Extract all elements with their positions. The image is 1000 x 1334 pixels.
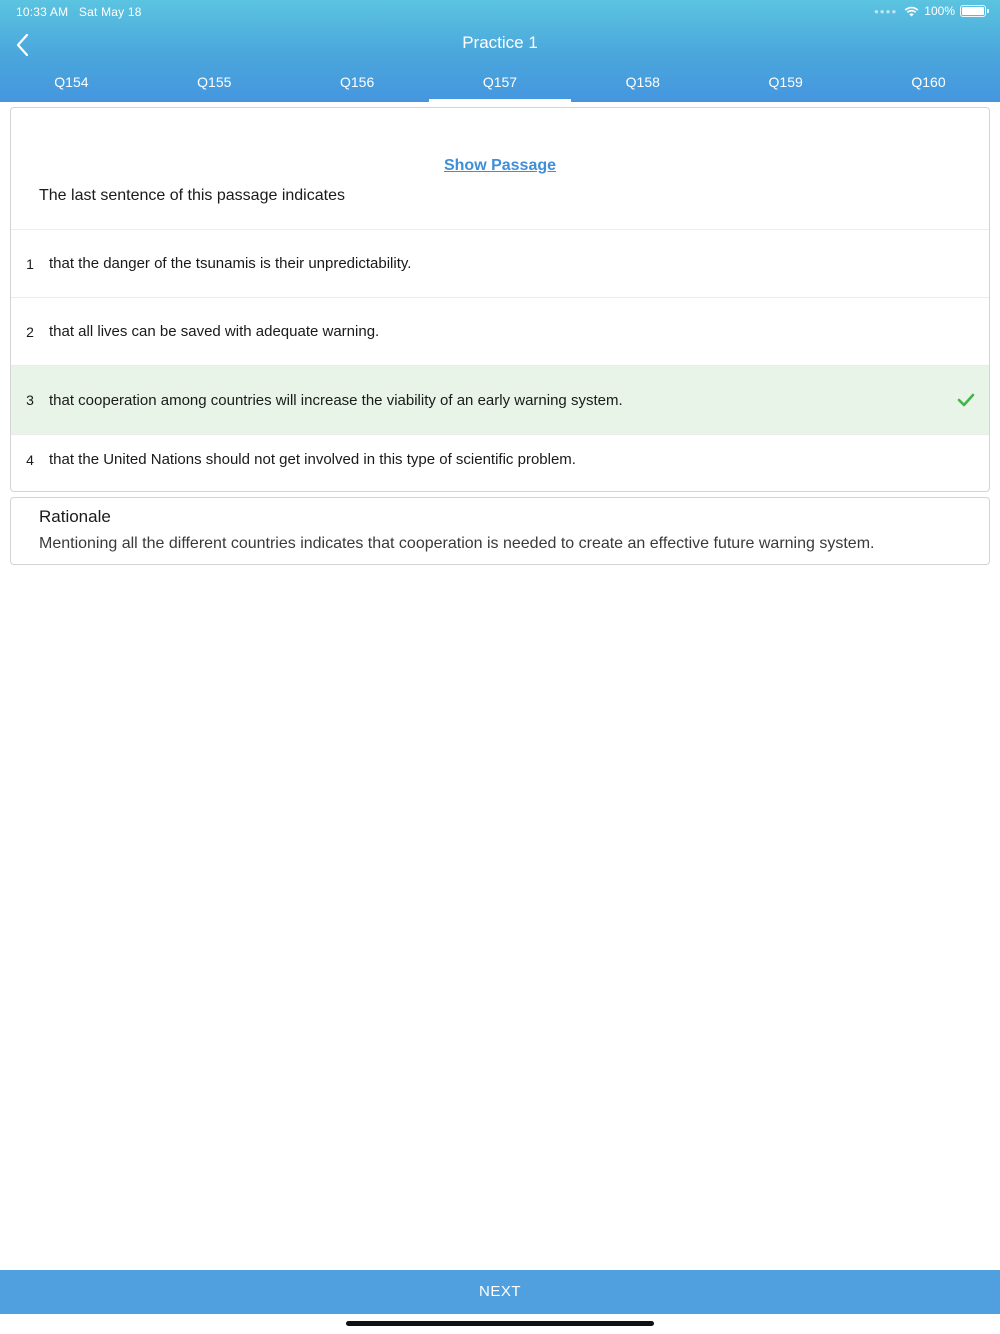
status-time: 10:33 AM [16,5,69,19]
option-text: that the United Nations should not get involved in this type of scientific problem. [49,451,576,468]
next-button[interactable]: NEXT [0,1270,1000,1314]
option-number: 2 [26,323,34,340]
wifi-icon [904,6,919,17]
show-passage-row [11,157,989,175]
tab-q160[interactable]: Q160 [911,74,946,90]
option-number: 4 [26,451,34,468]
page-title: Practice 1 [462,33,538,52]
option-text: that all lives can be saved with adequate warning. [49,323,380,340]
option-text: that cooperation among countries will increase the viability of an early warning system. [49,391,623,409]
rationale-card [10,497,990,565]
header-bar [0,0,1000,102]
checkmark-icon [957,393,975,407]
tab-q156[interactable]: Q156 [339,74,375,90]
option-text: that the danger of the tsunamis is their unpredictability. [49,255,412,272]
tab-q158[interactable]: Q158 [625,74,660,90]
rationale-title: Rationale [39,507,111,526]
status-bar-right [874,4,986,18]
answer-option-2[interactable] [11,297,989,365]
question-stem: The last sentence of this passage indicates [39,187,345,204]
battery-icon [960,5,986,17]
option-number: 1 [26,255,34,272]
rationale-text: Mentioning all the different countries indicates that cooperation is needed to create an effective future warning system. [39,535,875,552]
home-indicator[interactable] [346,1321,654,1326]
tab-q154[interactable]: Q154 [54,74,89,90]
signal-icon: ●●●● [873,6,898,16]
tab-q159[interactable]: Q159 [768,74,803,90]
status-date: Sat May 18 [78,5,142,19]
answer-option-1[interactable] [11,229,989,297]
show-passage-link[interactable]: Show Passage [443,157,557,174]
answer-option-3[interactable] [11,365,989,434]
battery-percent: 100% [924,4,955,18]
status-bar-time [16,5,142,19]
question-tabs [0,66,1000,102]
tab-q155[interactable]: Q155 [197,74,232,90]
question-card [10,107,990,492]
tab-q157[interactable]: Q157 [429,66,572,102]
option-number: 3 [26,392,34,408]
answer-option-4[interactable] [11,434,989,484]
